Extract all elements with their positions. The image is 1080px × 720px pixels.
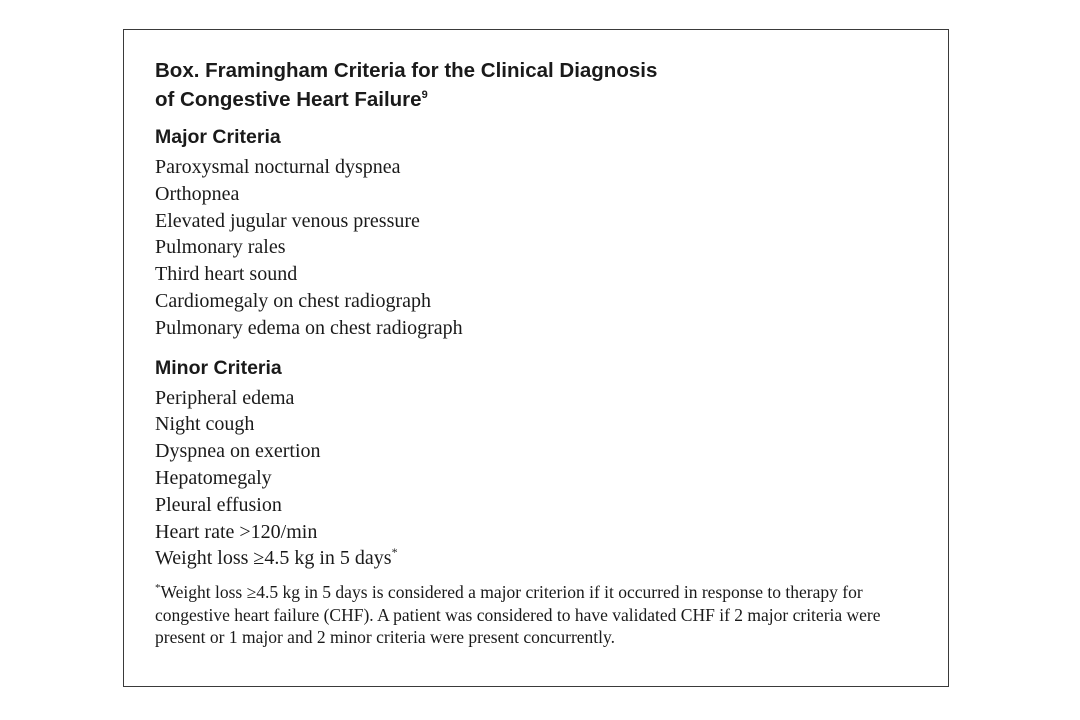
criteria-box xyxy=(123,29,949,687)
minor-criterion: Dyspnea on exertion xyxy=(155,440,321,463)
minor-criteria-list xyxy=(155,385,922,573)
minor-criterion: Night cough xyxy=(155,413,255,436)
box-title-line2: of Congestive Heart Failure xyxy=(155,88,422,111)
footnote-marker: * xyxy=(155,582,161,595)
footnote-marker: * xyxy=(391,545,398,560)
minor-criterion: Heart rate >120/min xyxy=(155,520,318,543)
minor-criterion: Peripheral edema xyxy=(155,386,295,409)
major-criterion: Pulmonary edema on chest radiograph xyxy=(155,316,463,339)
major-criterion: Elevated jugular venous pressure xyxy=(155,209,420,232)
major-criteria-list xyxy=(155,154,922,342)
major-criterion: Cardiomegaly on chest radiograph xyxy=(155,289,432,312)
minor-criterion xyxy=(155,545,922,572)
minor-criteria-heading: Minor Criteria xyxy=(155,356,282,379)
title-reference: 9 xyxy=(421,89,428,101)
major-criteria-heading: Major Criteria xyxy=(155,126,281,148)
box-title xyxy=(155,56,922,114)
major-criterion: Orthopnea xyxy=(155,182,240,205)
footnote-text: Weight loss ≥4.5 kg in 5 days is considered a major criterion if it occurred in response to therapy for congestive heart failure (CHF). A patient was considered to have validated CHF if 2 major criteria were present or 1 major and 2 minor criteria were present concurrently. xyxy=(155,582,881,648)
minor-criterion-text: Weight loss ≥4.5 kg in 5 days xyxy=(155,547,392,570)
box-title-line1: Box. Framingham Criteria for the Clinical Diagnosis xyxy=(155,59,658,82)
major-criterion: Pulmonary rales xyxy=(155,236,286,259)
box-content xyxy=(155,56,922,649)
minor-criterion: Hepatomegaly xyxy=(155,466,272,489)
minor-criterion: Pleural effusion xyxy=(155,493,282,516)
major-criterion: Third heart sound xyxy=(155,263,298,286)
major-criterion: Paroxysmal nocturnal dyspnea xyxy=(155,156,401,178)
footnote xyxy=(155,581,930,649)
